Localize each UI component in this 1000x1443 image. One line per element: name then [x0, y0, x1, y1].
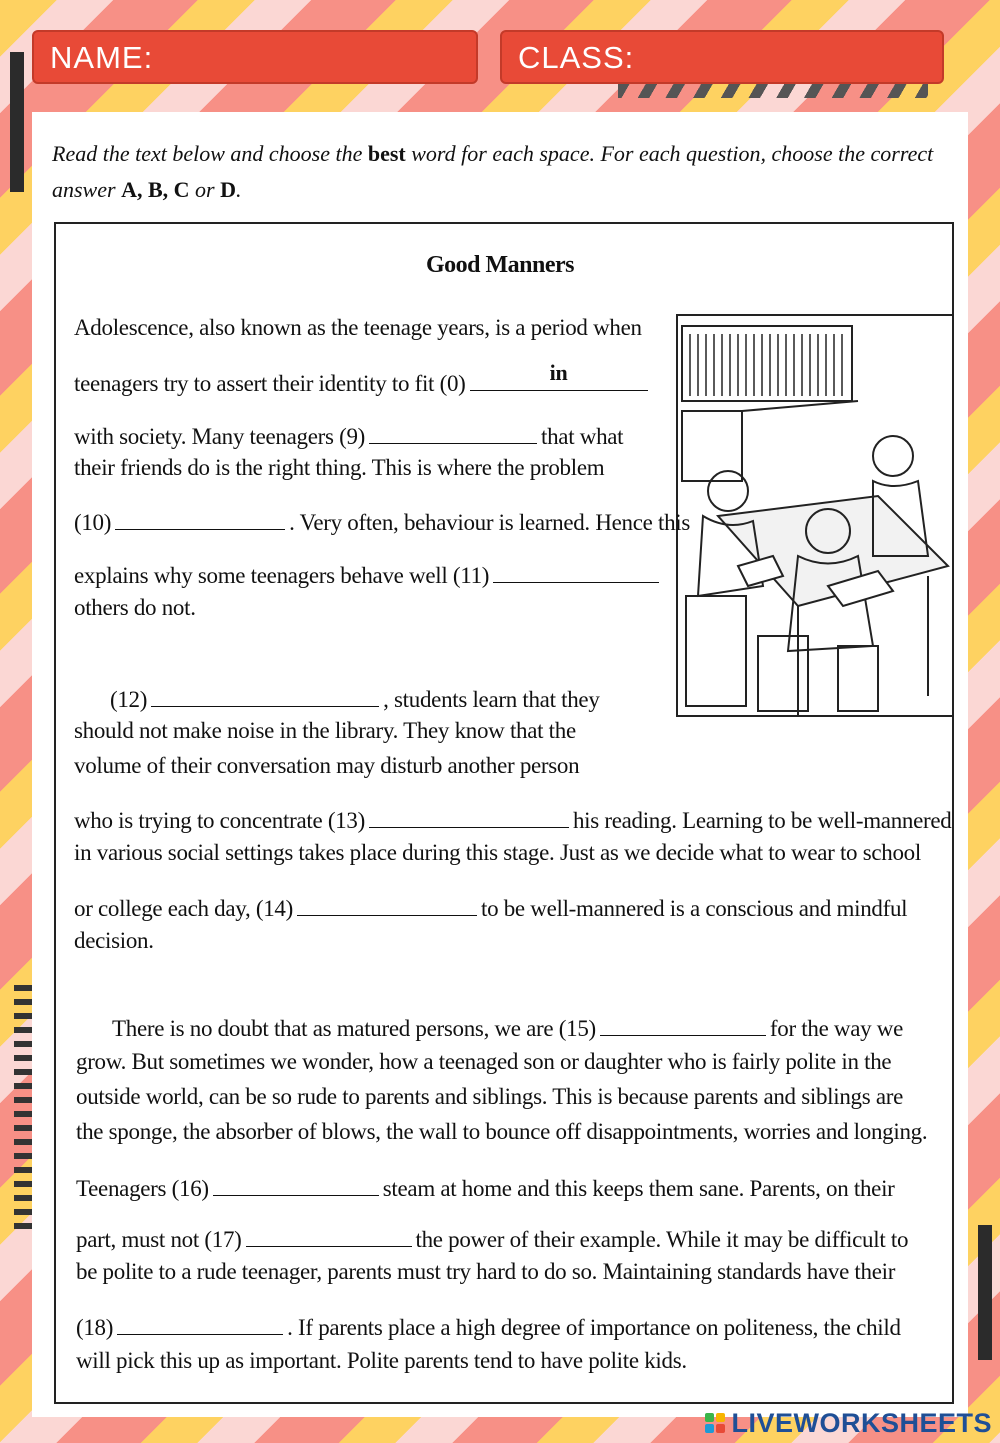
passage-line: (18) . If parents place a high degree of importance on politeness, the child — [76, 1312, 901, 1341]
answer-blank-0 — [470, 360, 648, 391]
passage-line: grow. But sometimes we wonder, how a teenaged son or daughter who is fairly polite in the — [76, 1049, 892, 1074]
answer-blank-10[interactable] — [115, 507, 285, 530]
passage-line: outside world, can be so rude to parents and siblings. This is because parents and siblings are — [76, 1084, 904, 1109]
answer-blank-11[interactable] — [493, 560, 659, 583]
passage-line: or college each day, (14) to be well-mannered is a conscious and mindful — [74, 893, 907, 922]
passage-line: be polite to a rude teenager, parents must try hard to do so. Maintaining standards have their — [76, 1259, 896, 1284]
passage-line: should not make noise in the library. They know that the — [74, 718, 576, 743]
passage-line: There is no doubt that as matured persons, we are (15) for the way we — [112, 1013, 903, 1042]
answer-blank-13[interactable] — [369, 805, 569, 828]
passage-line: explains why some teenagers behave well (11) — [74, 560, 663, 589]
instructions: Read the text below and choose the best word for each space. For each question, choose the correct answer A, B, C or D. — [52, 141, 934, 202]
passage-line: (10) . Very often, behaviour is learned. Hence this — [74, 507, 690, 536]
answer-blank-18[interactable] — [117, 1312, 283, 1335]
passage-line: who is trying to concentrate (13) his reading. Learning to be well-mannered — [74, 805, 952, 834]
classroom-illustration — [676, 314, 954, 717]
passage-line: part, must not (17) the power of their example. While it may be difficult to — [76, 1224, 908, 1253]
passage-line: Teenagers (16) steam at home and this keeps them sane. Parents, on their — [76, 1173, 895, 1202]
passage-line: others do not. — [74, 595, 196, 620]
passage-line: teenagers try to assert their identity to fit (0) in — [74, 368, 652, 397]
liveworksheets-logo-icon — [705, 1413, 725, 1433]
passage-line: the sponge, the absorber of blows, the wall to bounce off disappointments, worries and longing. — [76, 1119, 928, 1144]
class-field[interactable] — [500, 30, 944, 84]
example-answer: in — [549, 360, 568, 385]
passage-line: Adolescence, also known as the teenage years, is a period when — [74, 315, 642, 340]
passage-line: volume of their conversation may disturb another person — [74, 753, 580, 778]
passage-line: (12) , students learn that they — [110, 684, 600, 713]
name-field[interactable] — [32, 30, 478, 84]
passage-line: with society. Many teenagers (9) that what — [74, 421, 623, 450]
decor-ticks — [14, 985, 34, 1235]
answer-blank-12[interactable] — [151, 684, 379, 707]
passage-line: will pick this up as important. Polite parents tend to have polite kids. — [76, 1348, 687, 1373]
answer-blank-14[interactable] — [297, 893, 477, 916]
class-label: CLASS: — [518, 40, 635, 75]
answer-blank-16[interactable] — [213, 1173, 379, 1196]
decor-bar-left — [10, 52, 24, 192]
passage-line: their friends do is the right thing. This is where the problem — [74, 455, 605, 480]
passage-line: decision. — [74, 928, 154, 953]
decor-dashes — [618, 84, 928, 98]
brand-name: LIVEWORKSHEETS — [731, 1407, 992, 1438]
students-reading-image — [678, 316, 952, 715]
passage-title: Good Manners — [425, 252, 574, 278]
answer-blank-17[interactable] — [246, 1224, 412, 1247]
answer-blank-15[interactable] — [600, 1013, 766, 1036]
passage-line: in various social settings takes place during this stage. Just as we decide what to wear to school — [74, 840, 921, 865]
liveworksheets-logo — [705, 1408, 992, 1438]
name-label: NAME: — [50, 40, 154, 75]
answer-blank-9[interactable] — [369, 421, 537, 444]
decor-bar-right — [978, 1225, 992, 1360]
